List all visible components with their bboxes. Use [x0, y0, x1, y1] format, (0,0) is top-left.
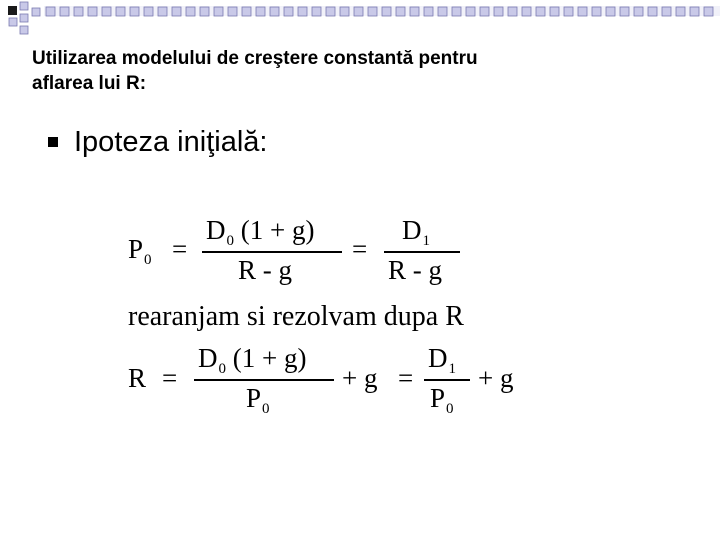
- deco-square: [480, 7, 489, 16]
- deco-square: [242, 7, 251, 16]
- deco-square: [130, 7, 139, 16]
- formula2-frac2-bar: [424, 379, 470, 381]
- formula1-frac2-bar: [384, 251, 460, 253]
- deco-square: [662, 7, 671, 16]
- deco-square: [270, 7, 279, 16]
- formula1-frac1-bar: [202, 251, 342, 253]
- deco-square: [452, 7, 461, 16]
- slide-title: [32, 46, 672, 96]
- deco-square: [9, 18, 17, 26]
- formula1-equals-2: =: [352, 234, 368, 264]
- deco-square: [214, 7, 223, 16]
- title-line-1: Utilizarea modelului de creştere constantă pentru: [32, 48, 478, 69]
- deco-square: [522, 7, 531, 16]
- square-bullet-icon: [48, 137, 58, 147]
- deco-square-dark: [8, 6, 17, 15]
- deco-square: [200, 7, 209, 16]
- deco-square: [312, 7, 321, 16]
- deco-square: [508, 7, 517, 16]
- header-decoration: [0, 0, 720, 40]
- deco-square: [20, 2, 28, 10]
- deco-square: [46, 7, 55, 16]
- deco-square: [32, 8, 40, 16]
- deco-square: [648, 7, 657, 16]
- deco-square: [144, 7, 153, 16]
- deco-square: [340, 7, 349, 16]
- deco-square: [298, 7, 307, 16]
- formula2-frac1-bar: [194, 379, 334, 381]
- deco-square: [158, 7, 167, 16]
- deco-square: [634, 7, 643, 16]
- formula1-equals: =: [172, 234, 188, 264]
- deco-square: [494, 7, 503, 16]
- formula2-plus-g-1: + g: [342, 363, 378, 393]
- deco-square: [102, 7, 111, 16]
- deco-square: [326, 7, 335, 16]
- deco-square: [536, 7, 545, 16]
- rearrange-text: rearanjam si rezolvam dupa R: [128, 301, 464, 332]
- deco-square: [676, 7, 685, 16]
- deco-square: [704, 7, 713, 16]
- deco-square: [564, 7, 573, 16]
- deco-square: [20, 26, 28, 34]
- deco-square: [424, 7, 433, 16]
- formula1-frac1-numerator: $D_0$ (1 + g): [206, 215, 315, 249]
- formula2-frac1-numerator: $D_0$ (1 + g): [198, 343, 307, 377]
- deco-square: [620, 7, 629, 16]
- deco-square: [172, 7, 181, 16]
- deco-square: [382, 7, 391, 16]
- deco-square: [20, 14, 28, 22]
- deco-square: [354, 7, 363, 16]
- formula2-equals-2: =: [398, 363, 414, 393]
- deco-square: [578, 7, 587, 16]
- deco-square: [396, 7, 405, 16]
- formula1-lhs: $P_0$: [128, 234, 152, 268]
- formula1-frac2-denominator: R - g: [388, 255, 442, 285]
- formula2-frac2-numerator: $D_1$: [428, 343, 456, 377]
- deco-square: [60, 7, 69, 16]
- deco-square: [74, 7, 83, 16]
- deco-square: [256, 7, 265, 16]
- title-line-2: aflarea lui R:: [32, 73, 147, 94]
- formula1-frac2-numerator: $D_1$: [402, 215, 430, 249]
- deco-square: [466, 7, 475, 16]
- deco-square: [606, 7, 615, 16]
- deco-square: [116, 7, 125, 16]
- deco-square: [592, 7, 601, 16]
- deco-square: [438, 7, 447, 16]
- deco-square: [368, 7, 377, 16]
- deco-square: [284, 7, 293, 16]
- formula2-lhs: R: [128, 363, 147, 393]
- formula2-plus-g-2: + g: [478, 363, 514, 393]
- deco-square: [410, 7, 419, 16]
- formula1-frac1-denominator: R - g: [238, 255, 292, 285]
- formula2-frac1-denominator: $P_0$: [246, 383, 270, 417]
- formula2-equals: =: [162, 363, 178, 393]
- deco-square: [690, 7, 699, 16]
- formula2-frac2-denominator: $P_0$: [430, 383, 454, 417]
- deco-square: [88, 7, 97, 16]
- deco-square: [186, 7, 195, 16]
- deco-square: [550, 7, 559, 16]
- deco-square: [228, 7, 237, 16]
- bullet-text: Ipoteza iniţială:: [74, 126, 268, 158]
